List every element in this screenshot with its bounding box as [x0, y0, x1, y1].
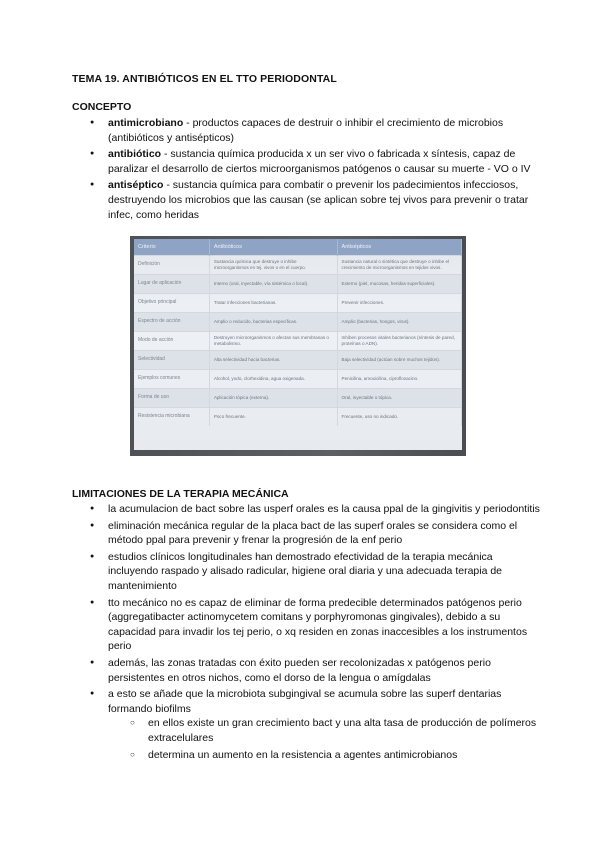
table-cell: Ejemplos comunes	[134, 370, 209, 389]
table-cell: Selectividad	[134, 351, 209, 370]
table-cell: Aplicación tópica (externa).	[209, 389, 337, 408]
table-cell: Tratar infecciones bacterianas.	[209, 294, 337, 313]
sub-list	[130, 716, 540, 762]
list-item	[90, 116, 540, 145]
list-item: ● además, las zonas tratadas con éxito pueden ser recolonizadas x patógenos perio persistentes en otros nichos, como el dorso de la lengua o amígdalas	[90, 656, 540, 685]
table-cell: Amplio o reducido, bacterias específicas.	[209, 313, 337, 332]
concepto-list	[90, 116, 540, 224]
table-cell: Alta selectividad hacia bacterias.	[209, 351, 337, 370]
table-cell: Baja selectividad (actúan sobre muchos tejidos).	[337, 351, 461, 370]
list-item	[90, 178, 540, 222]
table-cell: Alcohol, yodo, clorhexidina, agua oxigenada.	[209, 370, 337, 389]
definition: - productos capaces de destruir o inhibir el crecimiento de microbios (antibióticos y antisépticos)	[108, 117, 504, 144]
page-title: TEMA 19. ANTIBIÓTICOS EN EL TTO PERIODONTAL	[72, 73, 337, 85]
list-item: ● eliminación mecánica regular de la placa bact de las superf orales se considera como el método ppal para prevenir y frenar la progresión de la enf perio	[90, 519, 540, 548]
table-cell: Poco frecuente.	[209, 408, 337, 427]
table-cell: Externo (piel, mucosas, heridas superficiales).	[337, 275, 461, 294]
term: antibiótico	[108, 148, 162, 161]
table-cell: Objetivo principal	[134, 294, 209, 313]
table-cell: Resistencia microbiana	[134, 408, 209, 427]
list-item: ● la acumulacion de bact sobre las usperf orales es la causa ppal de la gingivitis y periodontitis	[90, 502, 540, 517]
table-row	[134, 332, 462, 351]
table-row	[134, 256, 462, 275]
table-cell: Penicilina, amoxicilina, ciprofloxacino.	[337, 370, 461, 389]
list-item: ● estudios clínicos longitudinales han demostrado efectividad de la terapia mecánica incluyendo raspado y alisado radicular, higiene oral diaria y una adecuada terapia de mantenimiento	[90, 550, 540, 594]
table-row	[134, 408, 462, 427]
table-cell: Sustancia natural o sintética que destruye o inhibe el crecimiento de microorganismos en tejidos vivos.	[337, 256, 461, 275]
table-row	[134, 313, 462, 332]
table-cell: Destruyen microorganismos o afectan sus membranas o metabolismo.	[209, 332, 337, 351]
term: antimicrobiano	[108, 117, 184, 129]
definition: - sustancia química producida x un ser vivo o fabricada x síntesis, capaz de paralizar el desarrollo de ciertos microorganismos patógenos o causar su muerte - VO o IV	[108, 148, 531, 175]
table-cell: Interno (oral, inyectable, vía sistémica o local).	[209, 275, 337, 294]
list-item: ● tto mecánico no es capaz de eliminar de forma predecible determinados patógenos perio (aggregatibacter actinomycetem comitans y porphyromonas gingivales), debido a su capacidad para invadir los tej perio, o xq residen en zonas inaccesibles a los instrumentos perio	[90, 596, 540, 654]
sub-list-item: ○ determina un aumento en la resistencia a agentes antimicrobianos	[130, 748, 540, 763]
table-cell: Prevenir infecciones.	[337, 294, 461, 313]
list-item: ● a esto se añade que la microbiota subgingival se acumula sobre las superf dentarias formando biofilms ○ en ellos existe un gran crecimiento bact y una alta tasa de producción de polímeros extracelulares ○ determina un aumento en la resistencia a agentes antimicrobianos	[90, 687, 540, 762]
concepto-heading: CONCEPTO	[72, 101, 132, 113]
limitaciones-list	[90, 502, 540, 764]
comparison-table	[134, 239, 462, 426]
table-header: Antibióticos	[209, 239, 337, 256]
table-cell: Sustancia química que destruye o inhibe microorganismos en tej. vivos o en el cuerpo.	[209, 256, 337, 275]
table-row	[134, 389, 462, 408]
table-cell: Oral, inyectable o tópica.	[337, 389, 461, 408]
table-row	[134, 351, 462, 370]
table-row	[134, 275, 462, 294]
limitaciones-heading: LIMITACIONES DE LA TERAPIA MECÁNICA	[72, 488, 289, 500]
definition: - sustancia química para combatir o prevenir los padecimientos infecciosos, destruyendo los microbios que las causan (se aplican sobre tej vivos para prevenir o tratar infec, como heridas	[108, 179, 529, 221]
table-cell: Lugar de aplicación	[134, 275, 209, 294]
comparison-slide	[134, 239, 462, 450]
table-cell: Inhiben procesos vitales bacterianos (síntesis de pared, proteínas o ADN).	[337, 332, 461, 351]
sub-list-item: ○ en ellos existe un gran crecimiento bact y una alta tasa de producción de polímeros extracelulares	[130, 716, 540, 745]
table-cell: Amplio (bacterias, hongos, virus).	[337, 313, 461, 332]
table-header: Antisépticos	[337, 239, 461, 256]
table-cell: Definición	[134, 256, 209, 275]
table-cell: Modo de acción	[134, 332, 209, 351]
table-cell: Espectro de acción	[134, 313, 209, 332]
table-row	[134, 294, 462, 313]
table-header: Criterio	[134, 239, 209, 256]
list-item	[90, 147, 540, 176]
table-cell: Forma de uso	[134, 389, 209, 408]
slide-photo	[130, 236, 466, 456]
term: antiséptico	[108, 179, 164, 192]
table-row	[134, 370, 462, 389]
table-cell: Frecuente, uso no indicado.	[337, 408, 461, 427]
